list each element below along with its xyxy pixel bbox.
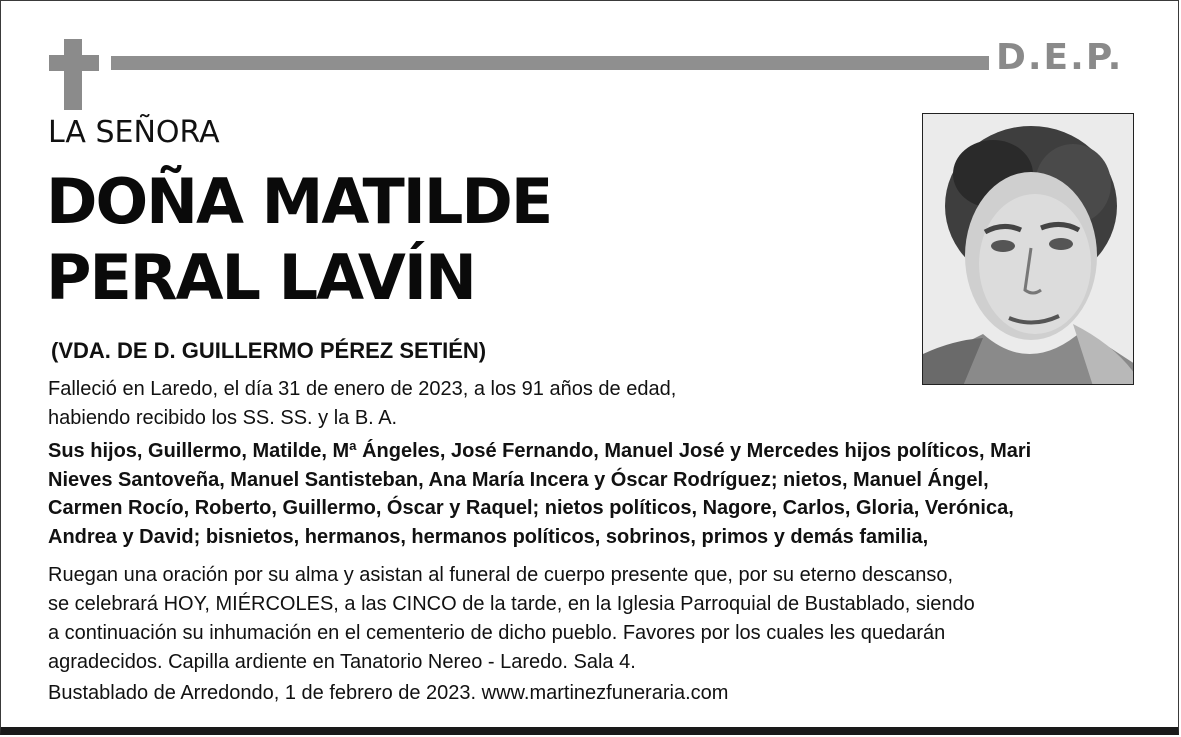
header-rule xyxy=(111,56,989,70)
portrait-illustration xyxy=(923,114,1134,385)
footer-place-date-text: Bustablado de Arredondo, 1 de febrero de 2023. www.martinezfuneraria.com xyxy=(48,682,729,704)
death-notice-text: Falleció en Laredo, el día 31 de enero de 2023, a los 91 años de edad, habiendo recibido los SS. SS. y la B. A. xyxy=(48,378,677,429)
portrait-photo xyxy=(922,113,1134,385)
deceased-name-line2: PERAL LAVÍN xyxy=(46,241,475,314)
honorific-prefix: LA SEÑORA xyxy=(48,115,220,150)
deceased-name xyxy=(46,164,551,316)
deceased-name-line1: DOÑA MATILDE xyxy=(46,165,552,238)
cross-icon-horizontal xyxy=(49,55,99,71)
funeral-details-text: Ruegan una oración por su alma y asistan al funeral de cuerpo presente que, por su eterno descanso, se celebrará HOY, MIÉRCOLES, a las CINCO de la tarde, en la Iglesia Parroquial de Bustablado, siendo a continuación su inhumación en el cementerio de dicho pueblo. Favores por los cuales les quedarán agradecidos. Capilla ardiente en Tanatorio Nereo - Laredo. Sala 4. xyxy=(48,564,975,673)
cross-icon-vertical xyxy=(64,39,82,110)
family-members-text: Sus hijos, Guillermo, Matilde, Mª Ángeles, José Fernando, Manuel José y Mercedes hijos políticos, Mari Nieves Santoveña, Manuel Santisteban, Ana María Incera y Óscar Rodríguez; nietos, Manuel Ángel, Carmen Rocío, Roberto, Guillermo, Óscar y Raquel; nietos políticos, Nagore, Carlos, Gloria, Verónica, Andrea y David; bisnietos, hermanos, hermanos políticos, sobrinos, primos y demás familia, xyxy=(48,440,1032,548)
widow-of-subtitle: (VDA. DE D. GUILLERMO PÉREZ SETIÉN) xyxy=(51,338,487,363)
dep-label: D.E.P. xyxy=(996,37,1124,78)
